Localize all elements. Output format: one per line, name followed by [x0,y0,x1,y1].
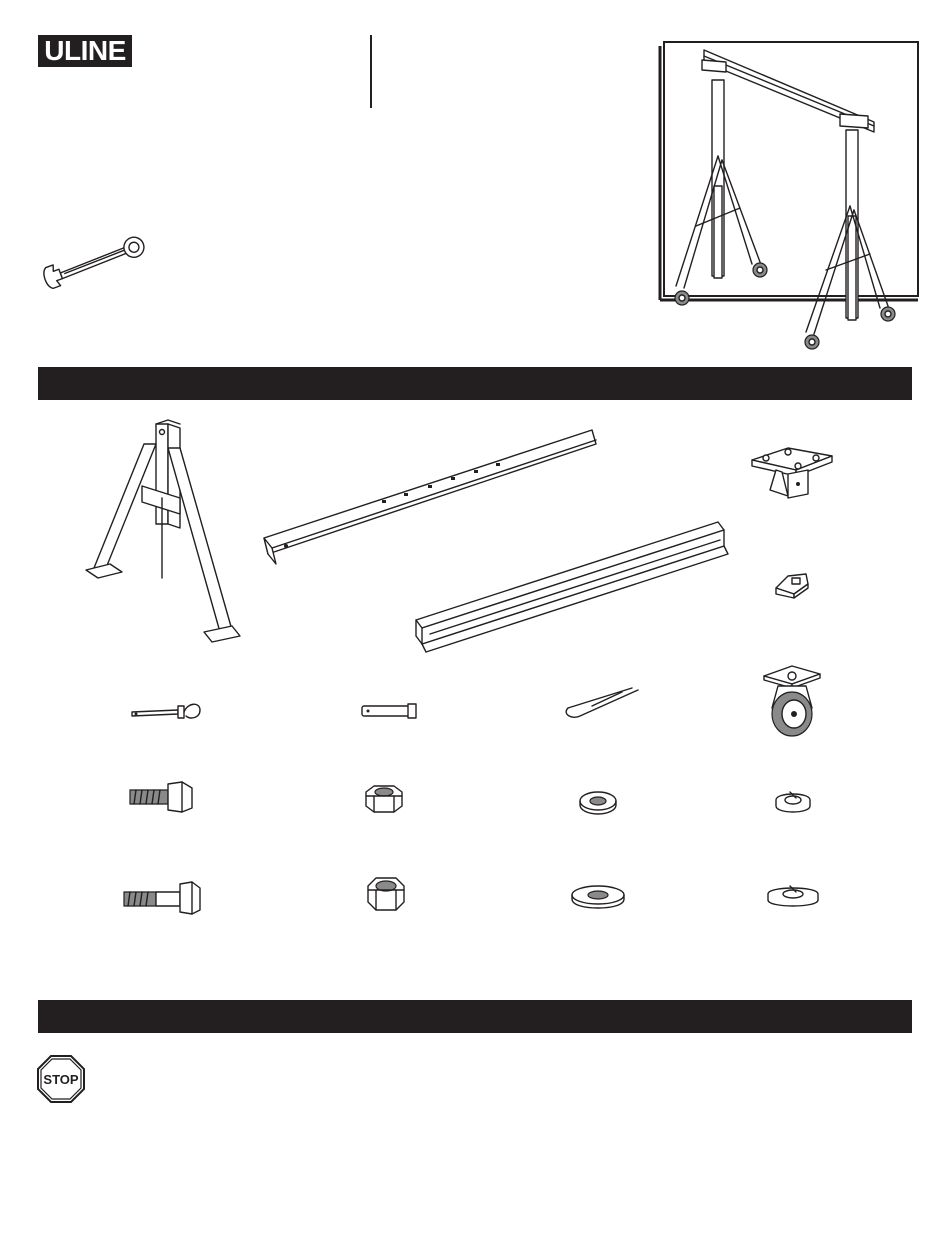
stop-sign-icon [36,1054,86,1109]
short-hex-bolt-part [126,780,198,814]
flat-washer-part [574,788,622,818]
long-hex-bolt-part [120,880,206,916]
lock-washer-part [770,786,816,820]
large-flat-washer-part [566,882,630,914]
beam-mount-part [748,438,838,508]
large-hex-nut-part [362,874,410,914]
uline-logo: ULINE [38,35,132,67]
hairpin-cotter-part [562,682,644,722]
beam-clamp-part [772,568,814,600]
assembled-gantry-crane-image [656,36,926,361]
wrench-icon [40,236,152,289]
a-frame-leg-part [82,418,247,653]
detent-pin-part [128,696,210,726]
large-lock-washer-part [762,880,824,914]
stop-sign-label: STOP [43,1072,79,1087]
hex-nut-part [360,782,408,816]
clevis-pin-part [356,700,420,722]
parts-section-header [38,367,912,400]
swivel-caster-part [758,664,828,740]
steps-section-header [38,1000,912,1033]
header-divider [370,35,372,108]
i-beam-part [410,518,730,663]
